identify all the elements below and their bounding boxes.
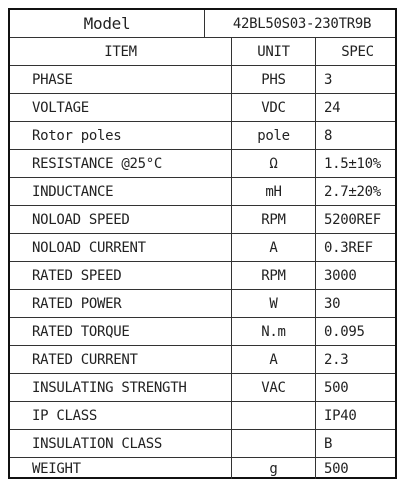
table-row bbox=[10, 290, 395, 318]
model-label: Model bbox=[10, 10, 205, 37]
unit-cell: Ω bbox=[232, 150, 316, 177]
table-row bbox=[10, 262, 395, 290]
table-row bbox=[10, 234, 395, 262]
unit-cell: VDC bbox=[232, 94, 316, 121]
unit-cell: N.m bbox=[232, 318, 316, 345]
table-row bbox=[10, 94, 395, 122]
header-unit: UNIT bbox=[232, 38, 316, 65]
model-value: 42BL50S03-230TR9B bbox=[232, 15, 372, 32]
table-row bbox=[10, 150, 395, 178]
item-cell: INSULATION CLASS bbox=[10, 430, 232, 457]
unit-cell: mH bbox=[232, 178, 316, 205]
unit-cell bbox=[232, 430, 316, 457]
table-row bbox=[10, 318, 395, 346]
spec-cell: 8 bbox=[324, 127, 333, 144]
header-spec: SPEC bbox=[341, 43, 374, 60]
spec-cell: 24 bbox=[324, 99, 341, 116]
item-cell: NOLOAD SPEED bbox=[10, 206, 232, 233]
spec-cell: IP40 bbox=[324, 407, 357, 424]
spec-cell: 2.7±20% bbox=[324, 183, 381, 200]
unit-cell: RPM bbox=[232, 262, 316, 289]
item-cell: NOLOAD CURRENT bbox=[10, 234, 232, 261]
spec-cell: 2.3 bbox=[324, 351, 349, 368]
unit-cell: A bbox=[232, 234, 316, 261]
spec-cell: 500 bbox=[324, 460, 349, 477]
item-cell: RESISTANCE @25°C bbox=[10, 150, 232, 177]
table-row bbox=[10, 402, 395, 430]
model-row bbox=[10, 10, 395, 38]
unit-cell: VAC bbox=[232, 374, 316, 401]
item-cell: RATED CURRENT bbox=[10, 346, 232, 373]
item-cell: RATED SPEED bbox=[10, 262, 232, 289]
spec-cell: 30 bbox=[324, 295, 341, 312]
item-cell: Rotor poles bbox=[10, 122, 232, 149]
spec-cell: 0.3REF bbox=[324, 239, 373, 256]
item-cell: RATED TORQUE bbox=[10, 318, 232, 345]
header-item: ITEM bbox=[10, 38, 232, 65]
spec-cell: 500 bbox=[324, 379, 349, 396]
unit-cell: g bbox=[232, 458, 316, 479]
table-row bbox=[10, 374, 395, 402]
table-row bbox=[10, 430, 395, 458]
spec-cell: 3000 bbox=[324, 267, 357, 284]
spec-cell: 1.5±10% bbox=[324, 155, 381, 172]
table-row bbox=[10, 458, 395, 479]
table-row bbox=[10, 122, 395, 150]
item-cell: IP CLASS bbox=[10, 402, 232, 429]
item-cell: VOLTAGE bbox=[10, 94, 232, 121]
unit-cell: W bbox=[232, 290, 316, 317]
unit-cell bbox=[232, 402, 316, 429]
spec-cell: 5200REF bbox=[324, 211, 381, 228]
unit-cell: A bbox=[232, 346, 316, 373]
unit-cell: pole bbox=[232, 122, 316, 149]
table-row bbox=[10, 206, 395, 234]
table-row bbox=[10, 346, 395, 374]
table-row bbox=[10, 66, 395, 94]
spec-cell: 3 bbox=[324, 71, 333, 88]
item-cell: INDUCTANCE bbox=[10, 178, 232, 205]
header-row bbox=[10, 38, 395, 66]
item-cell: RATED POWER bbox=[10, 290, 232, 317]
spec-cell: 0.095 bbox=[324, 323, 365, 340]
item-cell: PHASE bbox=[10, 66, 232, 93]
unit-cell: PHS bbox=[232, 66, 316, 93]
unit-cell: RPM bbox=[232, 206, 316, 233]
spec-table bbox=[8, 8, 397, 479]
item-cell: INSULATING STRENGTH bbox=[10, 374, 232, 401]
table-row bbox=[10, 178, 395, 206]
spec-cell: B bbox=[324, 435, 333, 452]
item-cell: WEIGHT bbox=[10, 458, 232, 479]
